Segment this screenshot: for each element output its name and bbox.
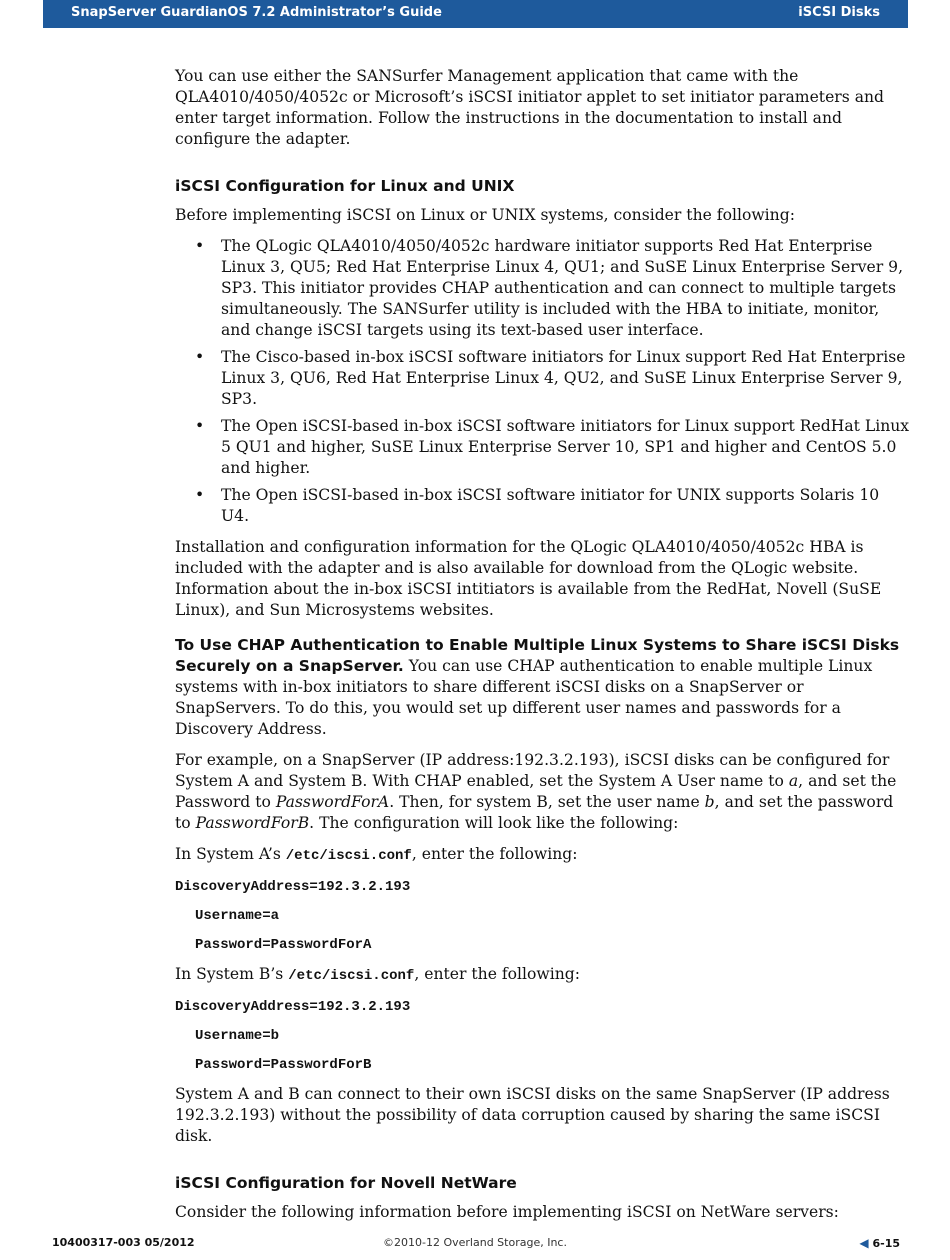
list-item-text: The Cisco-based in-box iSCSI software initiators for Linux support Red Hat Enterprise Linux 3, QU6, Red Hat Enterprise Linux 4, QU2, and SuSE Linux Enterprise Server 9, SP3. — [221, 348, 906, 408]
header-guide-title: SnapServer GuardianOS 7.2 Administrator’s Guide — [71, 5, 442, 20]
instruction-text: In System A’s — [175, 845, 286, 863]
footer-doc-number: 10400317-003 05/2012 — [52, 1236, 195, 1249]
example-text: . Then, for system B, set the user name — [389, 793, 705, 811]
chap-run-in-heading: To Use CHAP Authentication to Enable Multiple Linux Systems to Share iSCSI Disks Securely on a SnapServer. — [175, 636, 900, 675]
example-user-a: a — [788, 772, 799, 790]
bullet-icon: • — [195, 417, 205, 435]
bullet-icon: • — [195, 348, 205, 366]
chap-conclusion-paragraph: System A and B can connect to their own iSCSI disks on the same SnapServer (IP address 192.3.2.193) without the possibility of data corruption caused by sharing the same iSCSI disk. — [175, 1085, 890, 1145]
instruction-text: In System B’s — [175, 965, 289, 983]
footer-copyright: ©2010-12 Overland Storage, Inc. — [383, 1236, 567, 1249]
list-item — [175, 236, 910, 341]
list-item-text: The Open iSCSI-based in-box iSCSI software initiators for Linux support RedHat Linux 5 QU1 and higher, SuSE Linux Enterprise Server 10, SP1 and higher and CentOS 5.0 and higher. — [221, 417, 910, 477]
code-line: Password=PasswordForA — [195, 937, 372, 953]
list-item — [175, 347, 910, 410]
config-file-path: /etc/iscsi.conf — [285, 848, 412, 864]
netware-lead-paragraph: Consider the following information before implementing iSCSI on NetWare servers: — [175, 1203, 839, 1221]
intro-paragraph: You can use either the SANSurfer Management application that came with the QLA4010/4050/4052c or Microsoft’s iSCSI initiator applet to set initiator parameters and enter target information. Follow the instructions in the documentation to install and configure the adapter. — [175, 67, 885, 148]
linux-lead-paragraph: Before implementing iSCSI on Linux or UNIX systems, consider the following: — [175, 206, 795, 224]
code-line: Password=PasswordForB — [195, 1057, 372, 1073]
section-heading-linux-unix: iSCSI Configuration for Linux and UNIX — [175, 177, 515, 195]
example-user-b: b — [704, 793, 715, 811]
example-password-a: PasswordForA — [275, 793, 390, 811]
footer-page-indicator — [859, 1236, 900, 1250]
instruction-text: , enter the following: — [414, 965, 581, 983]
chap-intro-text: You can use CHAP authentication to enable multiple Linux systems with in-box initiators to share different iSCSI disks on a SnapServer or SnapServers. To do this, you would set up different user names and passwords for a Discovery Address. — [175, 657, 873, 738]
code-line: Username=b — [195, 1028, 280, 1044]
page-footer — [0, 1236, 950, 1254]
chap-example-paragraph — [175, 750, 910, 834]
section-heading-netware: iSCSI Configuration for Novell NetWare — [175, 1174, 517, 1192]
chap-intro-paragraph — [175, 635, 910, 740]
list-item-text: The Open iSCSI-based in-box iSCSI software initiator for UNIX supports Solaris 10 U4. — [221, 486, 880, 525]
code-line: DiscoveryAddress=192.3.2.193 — [175, 999, 411, 1015]
instruction-text: , enter the following: — [411, 845, 578, 863]
bullet-icon: • — [195, 237, 205, 255]
example-password-b: PasswordForB — [195, 814, 310, 832]
example-text: . The configuration will look like the following: — [309, 814, 679, 832]
code-line: Username=a — [195, 908, 280, 924]
page-header — [43, 0, 908, 28]
config-file-path: /etc/iscsi.conf — [288, 968, 415, 984]
footer-page-number: 6-15 — [872, 1237, 900, 1250]
example-text: , and set the Password to — [175, 772, 897, 811]
linux-requirements-list — [175, 236, 910, 527]
header-chapter-title: iSCSI Disks — [798, 5, 880, 20]
page-body — [175, 66, 910, 1233]
example-text: , and set the password to — [175, 793, 894, 832]
list-item — [175, 485, 910, 527]
example-text: For example, on a SnapServer (IP address:192.3.2.193), iSCSI disks can be configured for System A and System B. With CHAP enabled, set the System A User name to — [175, 751, 890, 790]
list-item-text: The QLogic QLA4010/4050/4052c hardware initiator supports Red Hat Enterprise Linux 3, QU5; Red Hat Enterprise Linux 4, QU1; and SuSE Linux Enterprise Server 9, SP3. This initiator provides CHAP authentication and can connect to multiple targets simultaneously. The SANSurfer utility is included with the HBA to initiate, monitor, and change iSCSI targets using its text-based user interface. — [221, 237, 904, 339]
page-arrow-icon: ◀ — [859, 1236, 869, 1250]
code-line: DiscoveryAddress=192.3.2.193 — [175, 879, 411, 895]
bullet-icon: • — [195, 486, 205, 504]
system-b-instruction — [175, 964, 910, 987]
list-item — [175, 416, 910, 479]
system-a-instruction — [175, 844, 910, 867]
install-info-paragraph: Installation and configuration information for the QLogic QLA4010/4050/4052c HBA is included with the adapter and is also available for download from the QLogic website. Information about the in-box iSCSI intitiators is available from the RedHat, Novell (SuSE Linux), and Sun Microsystems websites. — [175, 538, 882, 619]
